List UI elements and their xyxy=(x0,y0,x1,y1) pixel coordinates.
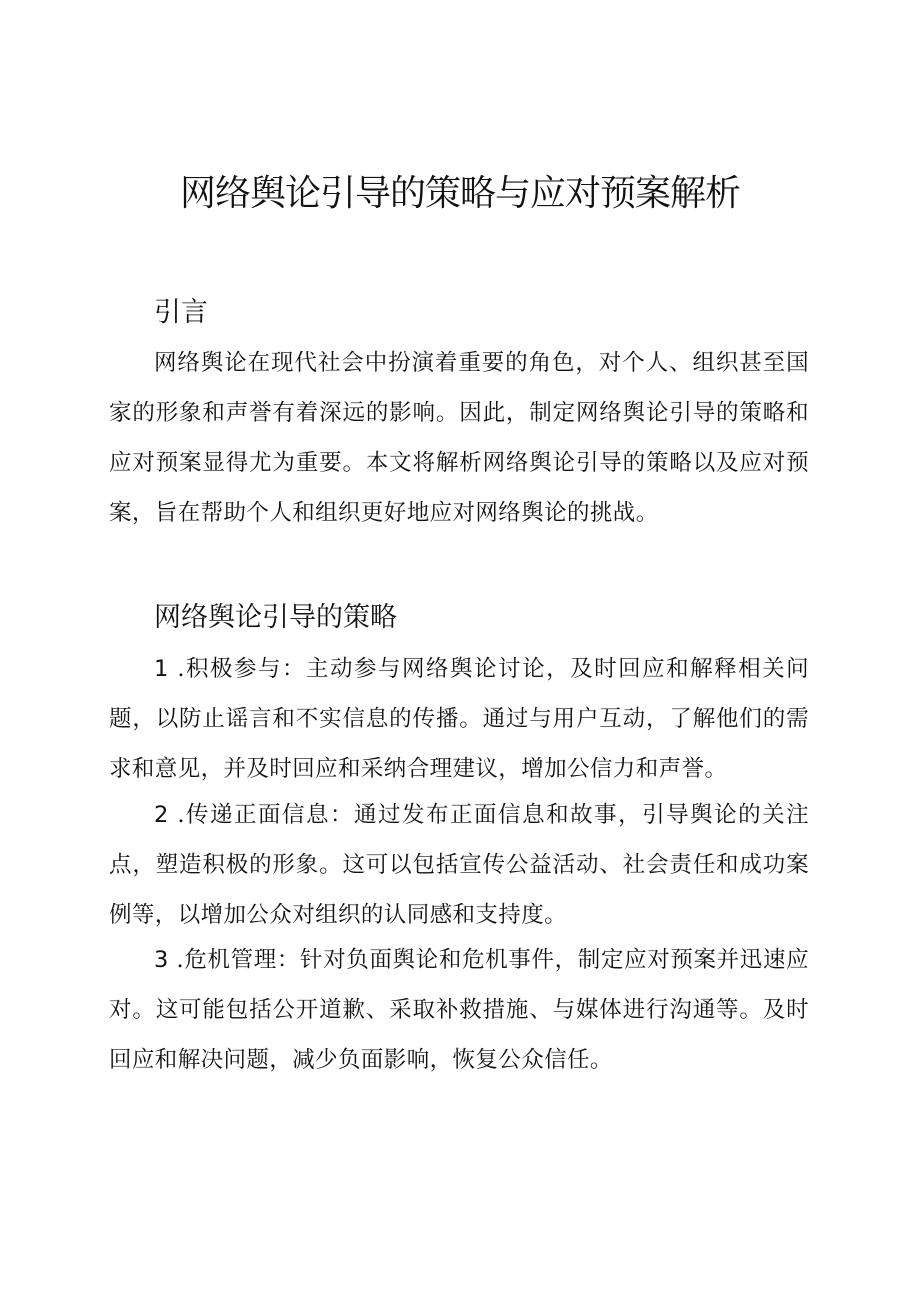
strategy-item-number: 3 xyxy=(154,947,169,973)
strategy-item-3 xyxy=(109,935,809,1085)
strategy-item-text: .传递正面信息：通过发布正面信息和故事，引导舆论的关注点，塑造积极的形象。这可以包括宣传公益活动、社会责任和成功案例等，以增加公众对组织的认同感和支持度。 xyxy=(109,802,809,928)
strategy-item-number: 2 xyxy=(154,802,169,828)
intro-heading: 引言 xyxy=(154,297,208,328)
intro-paragraph: 网络舆论在现代社会中扮演着重要的角色，对个人、组织甚至国家的形象和声誉有着深远的影响。因此，制定网络舆论引导的策略和应对预案显得尤为重要。本文将解析网络舆论引导的策略以及应对预案，旨在帮助个人和组织更好地应对网络舆论的挑战。 xyxy=(109,350,809,526)
strategies-heading: 网络舆论引导的策略 xyxy=(154,602,397,633)
strategy-item-2 xyxy=(109,790,809,940)
strategy-item-number: 1 xyxy=(154,656,169,682)
document-title: 网络舆论引导的策略与应对预案解析 xyxy=(179,173,740,214)
strategy-item-text: .危机管理：针对负面舆论和危机事件，制定应对预案并迅速应对。这可能包括公开道歉、采取补救措施、与媒体进行沟通等。及时回应和解决问题，减少负面影响，恢复公众信任。 xyxy=(109,947,809,1073)
strategy-item-1 xyxy=(109,644,809,794)
strategy-item-text: .积极参与：主动参与网络舆论讨论，及时回应和解释相关问题，以防止谣言和不实信息的传播。通过与用户互动，了解他们的需求和意见，并及时回应和采纳合理建议，增加公信力和声誉。 xyxy=(109,656,809,782)
